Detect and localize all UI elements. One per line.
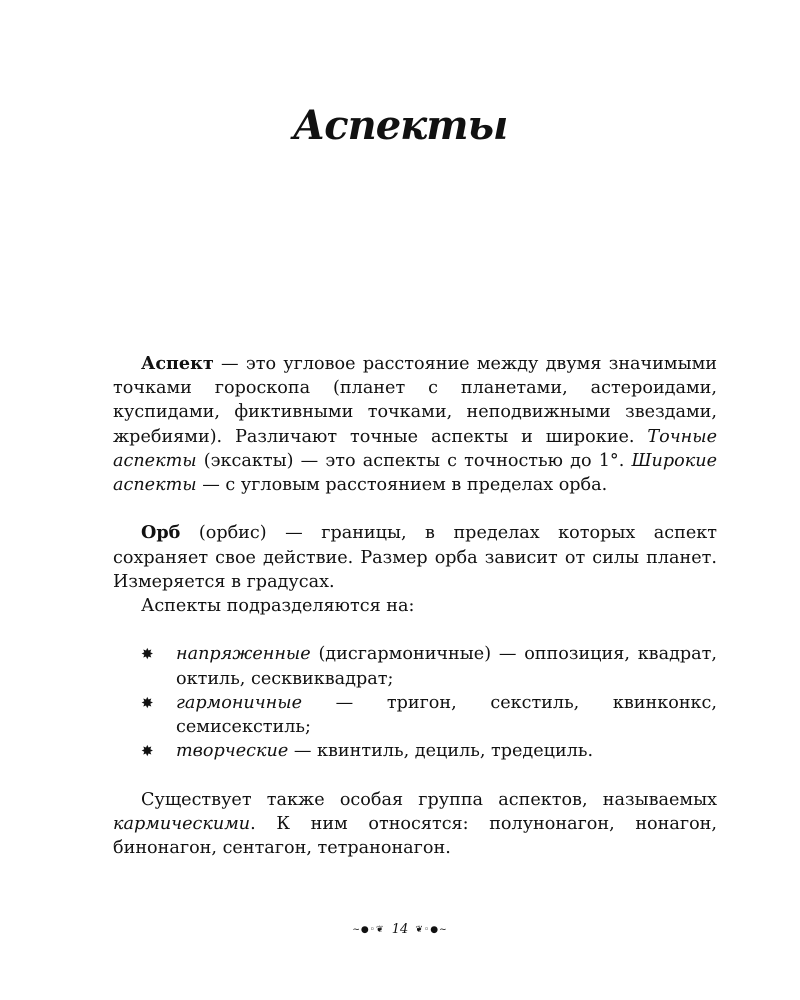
term-aspect: Аспект [141, 353, 214, 374]
ornament-left-icon: ~●◦❦ [352, 925, 385, 935]
paragraph-text: — с угловым расстоянием в пределах орба. [196, 475, 608, 496]
star-burst-icon: ✸ [141, 645, 154, 664]
list-item-term: напряженные [176, 644, 311, 665]
list-item [113, 739, 717, 763]
paragraph-gap [113, 618, 717, 642]
paragraph-text: (орбис) — границы, в пределах которых аспект сохраняет свое действие. Размер орба зависит от силы планет. Измеряется в градусах. [113, 523, 717, 592]
list-item [113, 642, 717, 690]
aspect-types-list [113, 642, 717, 763]
list-item-text: (дисгармоничные) — оппозиция, квадрат, октиль, сесквиквадрат; [176, 644, 717, 689]
list-item [113, 691, 717, 739]
paragraph-aspect [113, 352, 717, 497]
emphasis-exact-aspects: Точные аспекты [113, 426, 717, 471]
star-burst-icon: ✸ [141, 693, 154, 712]
list-item-term: гармоничные [176, 692, 303, 713]
paragraph-karmic [113, 788, 717, 861]
list-item-text: — квинтиль, дециль, тредециль. [288, 741, 594, 762]
page-footer [0, 921, 800, 940]
page-number: 14 [391, 922, 409, 937]
emphasis-karmic: кармическими [113, 813, 251, 834]
paragraph-text: (эксакты) — это аспекты с точностью до 1°. [196, 450, 632, 471]
body-text [113, 352, 717, 860]
paragraph-orb [113, 521, 717, 594]
paragraph-gap [113, 497, 717, 521]
page-title: Аспекты [292, 102, 508, 149]
paragraph-text: Существует также особая группа аспектов, называемых [141, 789, 717, 810]
emphasis-wide-aspects: Широкие аспекты [113, 450, 717, 496]
term-orb: Орб [141, 522, 181, 544]
paragraph-subdivision: Аспекты подразделяются на: [141, 596, 415, 617]
ornament-right-icon: ❦◦●~ [415, 925, 448, 935]
list-item-text: — тригон, секстиль, квинконкс, семисекстиль; [176, 692, 717, 738]
star-burst-icon: ✸ [141, 742, 154, 761]
paragraph-gap [113, 763, 717, 787]
list-item-term: творческие [176, 741, 289, 762]
paragraph-text: . К ним относятся: полунонагон, нонагон, бинонагон, сентагон, тетранонагон. [113, 813, 717, 859]
paragraph-text: — это угловое расстояние между двумя значимыми точками гороскопа (планет с планетами, астероидами, куспидами, фиктивными точками, неподвижными звездами, жребиями). Различают точные аспекты и широкие. [113, 354, 717, 447]
